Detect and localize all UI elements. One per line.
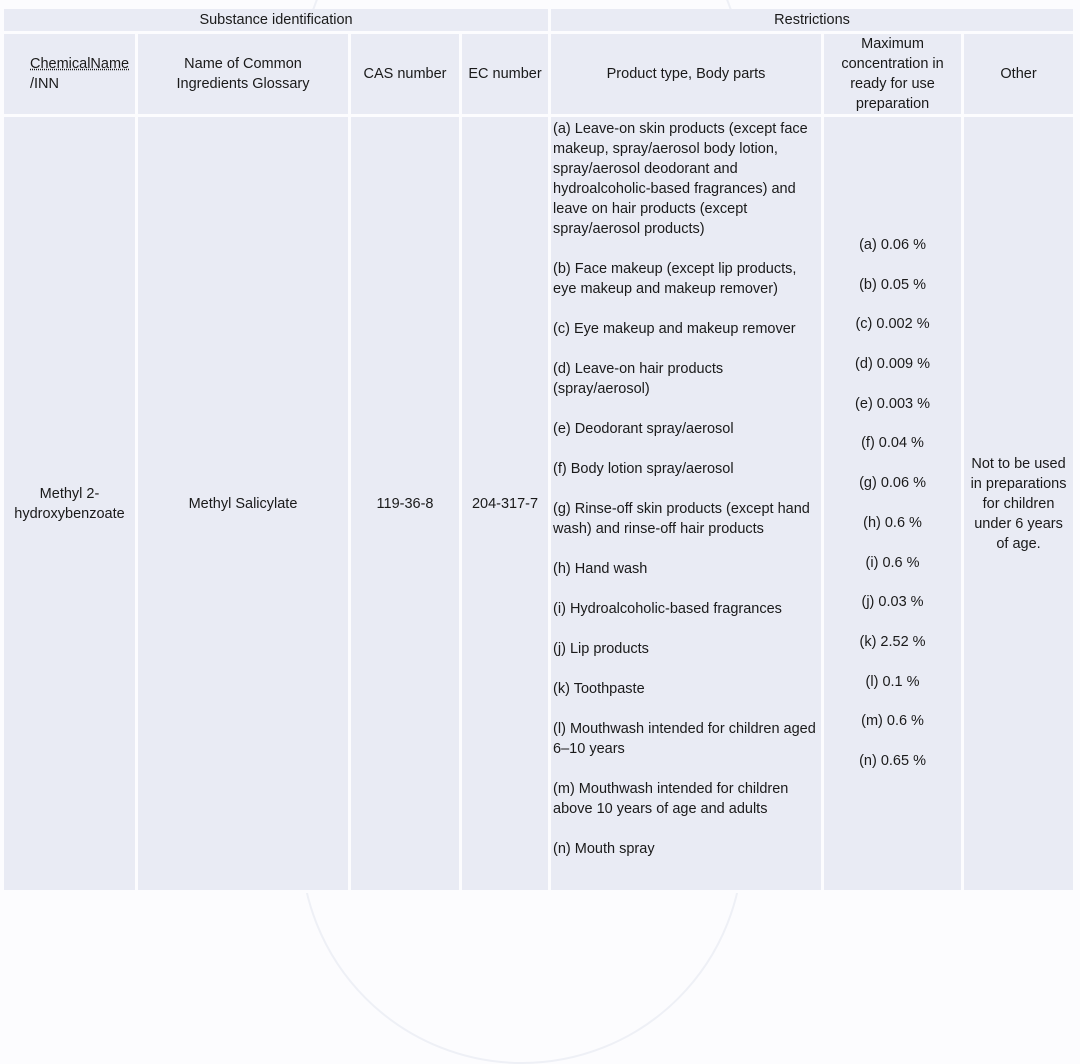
product-type-item: (h) Hand wash bbox=[553, 561, 648, 577]
concentration-item: (a) 0.06 % bbox=[859, 237, 926, 253]
substance-identification-header: Substance identification bbox=[4, 9, 551, 34]
product-type-item: (i) Hydroalcoholic-based fragrances bbox=[553, 601, 782, 617]
product-type-item: (j) Lip products bbox=[553, 641, 649, 657]
chemical-name-header-suffix: /INN bbox=[30, 76, 59, 92]
product-type-item: (e) Deodorant spray/aerosol bbox=[553, 421, 734, 437]
chemical-name-header-label: ChemicalName bbox=[30, 56, 130, 72]
concentration-item: (f) 0.04 % bbox=[861, 435, 924, 452]
cas-number-header: CAS number bbox=[351, 34, 462, 117]
restrictions-table bbox=[4, 9, 1076, 893]
product-type-header: Product type, Body parts bbox=[551, 34, 824, 117]
product-type-cell bbox=[551, 117, 824, 893]
concentration-item: (b) 0.05 % bbox=[859, 276, 926, 293]
ec-number-cell: 204-317-7 bbox=[462, 117, 551, 893]
product-type-item: (a) Leave-on skin products (except face makeup, spray/aerosol body lotion, spray/aerosol deodorant and hydroalcoholic-based fragrances) and leave on hair products (except spray/aerosol products) bbox=[553, 121, 808, 237]
max-concentration-cell bbox=[824, 117, 964, 893]
concentration-item: (d) 0.009 % bbox=[855, 356, 931, 373]
cas-number-cell: 119-36-8 bbox=[351, 117, 462, 893]
column-header-row bbox=[4, 34, 1076, 117]
concentration-item: (c) 0.002 % bbox=[855, 316, 930, 333]
common-name-header: Name of Common Ingredients Glossary bbox=[138, 34, 351, 117]
concentration-item: (i) 0.6 % bbox=[865, 554, 920, 571]
table-row bbox=[4, 117, 1076, 893]
concentration-list bbox=[824, 117, 961, 791]
concentration-item: (n) 0.65 % bbox=[859, 752, 926, 769]
concentration-item: (g) 0.06 % bbox=[859, 475, 926, 492]
concentration-item: (l) 0.1 % bbox=[865, 673, 920, 690]
chemical-name-cell: Methyl 2-hydroxybenzoate bbox=[4, 117, 138, 893]
common-name-cell: Methyl Salicylate bbox=[138, 117, 351, 893]
other-cell: Not to be used in preparations for children under 6 years of age. bbox=[964, 117, 1076, 893]
group-header-row bbox=[4, 9, 1076, 34]
product-type-item: (d) Leave-on hair products (spray/aerosol) bbox=[553, 361, 724, 397]
product-type-item: (m) Mouthwash intended for children above 10 years of age and adults bbox=[553, 781, 789, 817]
product-type-item: (k) Toothpaste bbox=[553, 681, 645, 697]
other-header: Other bbox=[964, 34, 1076, 117]
product-type-item: (c) Eye makeup and makeup remover bbox=[553, 321, 796, 337]
product-type-item: (g) Rinse-off skin products (except hand wash) and rinse-off hair products bbox=[553, 501, 810, 537]
product-type-item: (n) Mouth spray bbox=[553, 841, 655, 857]
product-type-item: (f) Body lotion spray/aerosol bbox=[553, 461, 734, 477]
ec-number-header: EC number bbox=[462, 34, 551, 117]
product-type-item: (b) Face makeup (except lip products, eye makeup and makeup remover) bbox=[553, 261, 797, 297]
concentration-item: (k) 2.52 % bbox=[859, 633, 926, 650]
max-concentration-header: Maximum concentration in ready for use preparation bbox=[824, 34, 964, 117]
restrictions-header: Restrictions bbox=[551, 9, 1076, 34]
product-type-item: (l) Mouthwash intended for children aged 6–10 years bbox=[553, 721, 816, 757]
concentration-item: (j) 0.03 % bbox=[861, 594, 924, 611]
concentration-item: (h) 0.6 % bbox=[863, 514, 922, 531]
concentration-item: (e) 0.003 % bbox=[855, 395, 931, 412]
chemical-name-header bbox=[4, 34, 138, 117]
concentration-item: (m) 0.6 % bbox=[861, 713, 924, 730]
